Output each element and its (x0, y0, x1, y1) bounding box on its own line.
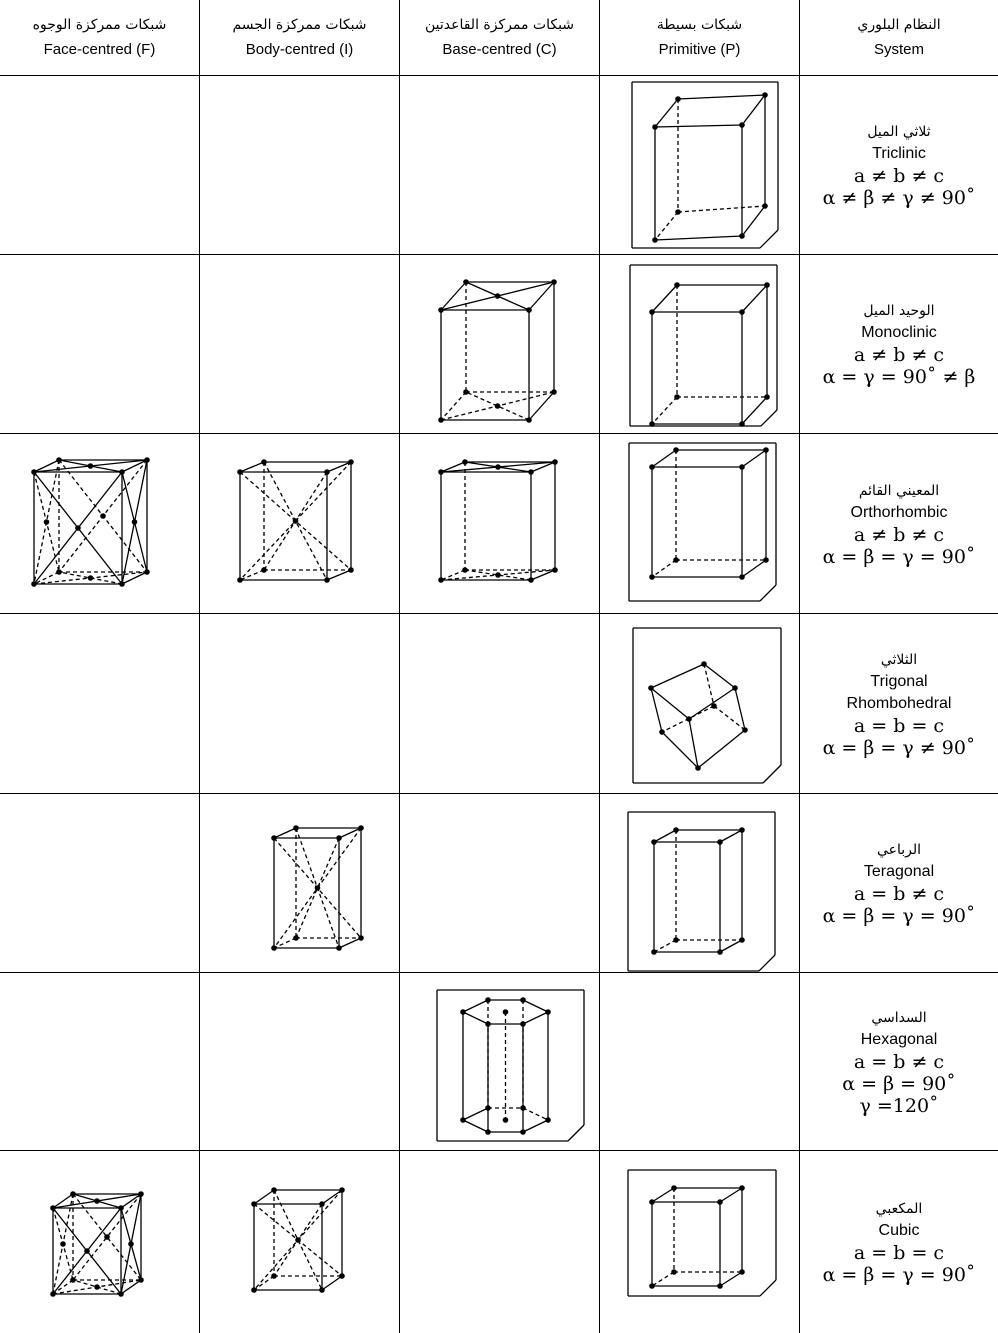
system-name: Rhombohedral (846, 694, 952, 712)
lattice-parameter-formula: α = β = γ = 90˚ (822, 1264, 976, 1286)
lattice-edge (655, 236, 742, 240)
lattice-edge (720, 1188, 742, 1202)
lattice-edge (742, 560, 766, 577)
lattice-point (711, 703, 717, 709)
lattice-edge (742, 95, 765, 125)
base-centre-point (495, 293, 501, 299)
lattice-point (739, 122, 745, 128)
lattice-edge (651, 688, 662, 732)
lattice-point (739, 1269, 745, 1275)
lattice-point (674, 394, 680, 400)
face-centre-point (75, 525, 81, 531)
header-base-en: Base-centred (C) (442, 41, 557, 58)
lattice-parameter-formula: a = b ≠ c (853, 1050, 945, 1073)
lattice-point (675, 96, 681, 102)
lattice-point (649, 1283, 655, 1289)
lattice-edge (254, 1190, 274, 1204)
lattice-parameter-formula: α = β = γ = 90˚ (822, 905, 976, 927)
lattice-parameter-formula: a = b = c (853, 1242, 945, 1264)
lattice-edge (463, 1000, 488, 1012)
lattice-edge (322, 1276, 342, 1290)
hidden-edge (654, 940, 676, 952)
lattice-edge (689, 688, 735, 719)
lattice-point (545, 1009, 551, 1015)
lattice-edge (327, 462, 351, 472)
lattice-point (659, 729, 665, 735)
body-centre-point (293, 518, 299, 524)
lattice-point (671, 1185, 677, 1191)
system-name: Monoclinic (861, 324, 937, 341)
lattice-parameter-formula: a = b ≠ c (853, 883, 945, 905)
lattice-point (739, 309, 745, 315)
lattice-edge (523, 1120, 548, 1132)
hidden-edge (678, 206, 765, 212)
lattice-point (649, 1199, 655, 1205)
lattice-edge (742, 206, 765, 236)
lattice-edge (654, 830, 676, 842)
system-name: Triclinic (872, 145, 926, 162)
base-centre-point (94, 1198, 100, 1204)
header-body-ar: شبكات ممركزة الجسم (232, 17, 367, 33)
face-centre-point (100, 513, 106, 519)
lattice-point (673, 827, 679, 833)
lattice-point (732, 685, 738, 691)
lattice-edge (463, 1120, 488, 1132)
face-centre-point (84, 1248, 90, 1254)
frame-edge (568, 1125, 584, 1141)
lattice-point (652, 124, 658, 130)
header-face-en: Face-centred (F) (43, 41, 156, 58)
system-name-ar: الوحيد الميل (863, 303, 935, 319)
lattice-edge (720, 940, 742, 952)
lattice-point (695, 765, 701, 771)
hidden-edge (523, 1108, 548, 1120)
system-name: Teragonal (863, 863, 935, 880)
lattice-point (520, 997, 526, 1003)
lattice-point (651, 949, 657, 955)
lattice-point (764, 282, 770, 288)
base-centre-point (88, 575, 94, 581)
lattice-edge (704, 664, 735, 688)
lattice-edge (529, 392, 554, 420)
lattice-point (485, 997, 491, 1003)
lattice-parameter-formula: a = b = c (853, 714, 945, 737)
lattice-edge (720, 830, 742, 842)
lattice-point (652, 237, 658, 243)
base-centre-point (503, 1117, 509, 1123)
header-system-ar: النظام البلوري (857, 17, 941, 33)
system-name: Orthorhombic (850, 503, 948, 521)
lattice-point (739, 421, 745, 427)
hidden-edge (655, 212, 678, 240)
lattice-edge (463, 1012, 488, 1024)
lattice-parameter-formula: a ≠ b ≠ c (853, 165, 945, 187)
lattice-point (739, 233, 745, 239)
header-body-en: Body-centred (I) (245, 41, 354, 58)
lattice-point (485, 1021, 491, 1027)
lattice-point (649, 464, 655, 470)
lattice-edge (652, 1188, 674, 1202)
lattice-point (485, 1105, 491, 1111)
header-system-en: System (873, 41, 924, 58)
lattice-point (651, 839, 657, 845)
lattice-point (764, 394, 770, 400)
lattice-point (649, 421, 655, 427)
lattice-parameter-formula: α ≠ β ≠ γ ≠ 90˚ (822, 187, 976, 209)
base-centre-point (495, 403, 501, 409)
lattice-edge (339, 828, 361, 838)
lattice-point (673, 557, 679, 563)
system-name: Cubic (878, 1222, 920, 1239)
frame-edge (759, 955, 775, 971)
lattice-point (762, 203, 768, 209)
lattice-edge (742, 450, 766, 467)
lattice-edge (339, 938, 361, 948)
lattice-parameter-formula: α = β = 90˚ (842, 1072, 956, 1095)
hidden-edge (652, 1272, 674, 1286)
lattice-edge (652, 285, 677, 312)
face-centre-point (128, 1241, 134, 1247)
lattice-point (686, 716, 692, 722)
base-centre-point (495, 572, 501, 578)
system-name-ar: المكعبي (875, 1201, 923, 1217)
lattice-parameter-formula: α = β = γ = 90˚ (822, 545, 976, 568)
hidden-edge (254, 1276, 274, 1290)
lattice-edge (327, 570, 351, 580)
lattice-point (649, 574, 655, 580)
lattice-point (671, 1269, 677, 1275)
base-centre-point (503, 1009, 509, 1015)
lattice-point (717, 839, 723, 845)
header-base-ar: شبكات ممركزة القاعدتين (424, 17, 575, 33)
base-centre-point (495, 464, 501, 470)
header-face-ar: شبكات ممركزة الوجوه (32, 17, 167, 33)
lattice-edge (274, 828, 296, 838)
header-primitive-en: Primitive (P) (658, 41, 741, 58)
face-centre-point (104, 1234, 110, 1240)
lattice-edge (655, 125, 742, 127)
lattice-point (739, 1185, 745, 1191)
body-centre-point (315, 885, 321, 891)
lattice-edge (742, 397, 767, 424)
lattice-point (742, 727, 748, 733)
hidden-edge (441, 570, 465, 580)
face-centre-point (44, 519, 50, 525)
hidden-edge (652, 397, 677, 424)
system-name: Hexagonal (860, 1030, 938, 1048)
lattice-point (717, 949, 723, 955)
frame-edge (761, 410, 777, 426)
lattice-point (485, 1129, 491, 1135)
lattice-edge (652, 450, 676, 467)
lattice-edge (698, 730, 745, 768)
lattice-edge (463, 1108, 488, 1120)
frame-edge (763, 765, 781, 783)
lattice-edge (651, 664, 704, 688)
lattice-point (739, 827, 745, 833)
system-name-ar: الرباعي (876, 842, 922, 858)
lattice-point (763, 557, 769, 563)
lattice-point (675, 209, 681, 215)
lattice-point (648, 685, 654, 691)
lattice-point (717, 1283, 723, 1289)
frame-edge (760, 585, 776, 601)
lattice-point (460, 1009, 466, 1015)
lattice-point (673, 937, 679, 943)
lattice-point (674, 282, 680, 288)
base-centre-point (88, 463, 94, 469)
lattice-point (717, 1199, 723, 1205)
hidden-edge (441, 392, 466, 420)
lattice-edge (529, 282, 554, 310)
header-primitive-ar: شبكات بسيطة (656, 17, 743, 33)
system-name-ar: ثلاثي الميل (867, 124, 931, 140)
lattice-edge (655, 99, 678, 127)
face-centre-point (132, 519, 138, 525)
lattice-edge (720, 1272, 742, 1286)
lattice-edge (441, 282, 466, 310)
lattice-point (763, 447, 769, 453)
body-centre-point (295, 1237, 301, 1243)
frame-edge (760, 1280, 776, 1296)
system-name: Trigonal (870, 672, 928, 690)
system-name-ar: المعيني القائم (858, 482, 940, 499)
lattice-point (520, 1129, 526, 1135)
system-name-ar: السداسي (871, 1009, 927, 1026)
lattice-point (739, 464, 745, 470)
lattice-point (739, 937, 745, 943)
lattice-parameter-formula: γ =120˚ (859, 1094, 939, 1117)
lattice-point (460, 1117, 466, 1123)
lattice-edge (742, 285, 767, 312)
lattice-parameter-formula: a ≠ b ≠ c (853, 523, 945, 546)
lattice-edge (523, 1012, 548, 1024)
lattice-point (520, 1105, 526, 1111)
lattice-point (701, 661, 707, 667)
lattice-edge (240, 462, 264, 472)
lattice-parameter-formula: α = β = γ ≠ 90˚ (822, 736, 976, 759)
frame-edge (760, 230, 778, 248)
lattice-point (649, 309, 655, 315)
hidden-edge (652, 560, 676, 577)
base-centre-point (94, 1284, 100, 1290)
lattice-edge (523, 1000, 548, 1012)
hidden-edge (240, 570, 264, 580)
lattice-point (673, 447, 679, 453)
lattice-parameter-formula: α = γ = 90˚ ≠ β (822, 366, 976, 388)
lattice-edge (651, 688, 689, 719)
lattice-edge (678, 95, 765, 99)
lattice-point (739, 574, 745, 580)
lattice-point (520, 1021, 526, 1027)
lattice-parameter-formula: a ≠ b ≠ c (853, 344, 945, 366)
system-name-ar: الثلاثي (880, 651, 918, 668)
lattice-point (762, 92, 768, 98)
face-centre-point (60, 1241, 66, 1247)
lattice-point (545, 1117, 551, 1123)
